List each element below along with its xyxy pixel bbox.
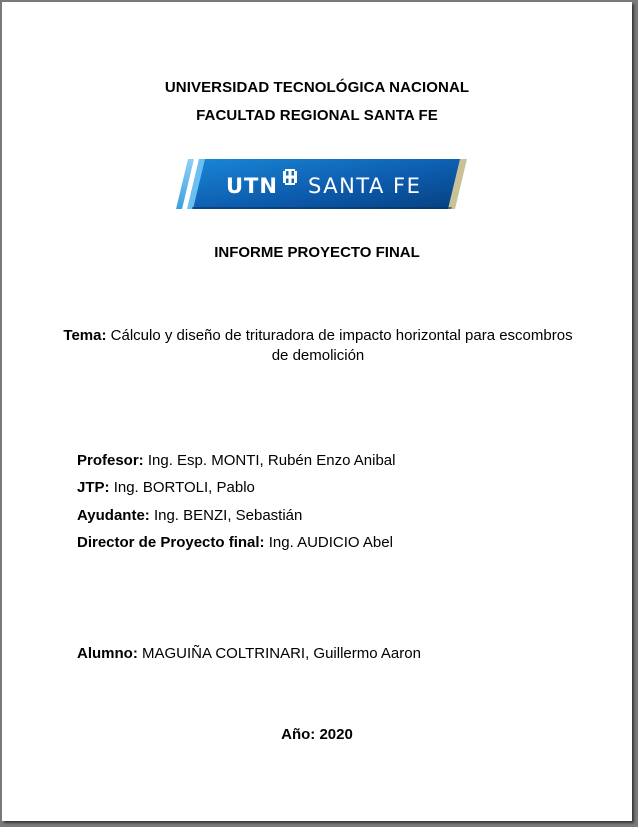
logo-text-utn: UTN — [226, 174, 278, 198]
director-label: Director de Proyecto final: — [77, 534, 265, 551]
jtp-label: JTP: — [77, 479, 110, 496]
assistant-label: Ayudante: — [77, 507, 150, 524]
year-value: 2020 — [319, 726, 353, 743]
professor-value: Ing. Esp. MONTI, Rubén Enzo Anibal — [147, 452, 396, 469]
professor-line — [77, 452, 395, 469]
report-title: INFORME PROYECTO FINAL — [214, 244, 420, 261]
student-value: MAGUIÑA COLTRINARI, Guillermo Aaron — [142, 645, 421, 662]
assistant-line — [77, 507, 302, 524]
document-page — [2, 2, 632, 821]
utn-emblem-icon — [283, 169, 297, 185]
professor-label: Profesor: — [77, 452, 144, 469]
topic-value: Cálculo y diseño de trituradora de impacto horizontal para escombros de demolición — [110, 327, 573, 364]
topic-label: Tema: — [63, 327, 107, 344]
director-line — [77, 534, 393, 551]
logo-text-santa-fe: SANTA FE — [308, 174, 422, 198]
year-label: Año: — [281, 726, 316, 743]
director-value: Ing. AUDICIO Abel — [268, 534, 393, 551]
utn-santa-fe-logo — [174, 157, 470, 211]
year-line — [2, 726, 632, 743]
jtp-line — [77, 479, 255, 496]
faculty-name: FACULTAD REGIONAL SANTA FE — [196, 107, 438, 124]
student-line — [77, 645, 421, 662]
assistant-value: Ing. BENZI, Sebastián — [153, 507, 303, 524]
topic-block — [62, 326, 574, 366]
jtp-value: Ing. BORTOLI, Pablo — [113, 479, 255, 496]
student-label: Alumno: — [77, 645, 138, 662]
university-name: UNIVERSIDAD TECNOLÓGICA NACIONAL — [164, 79, 470, 96]
